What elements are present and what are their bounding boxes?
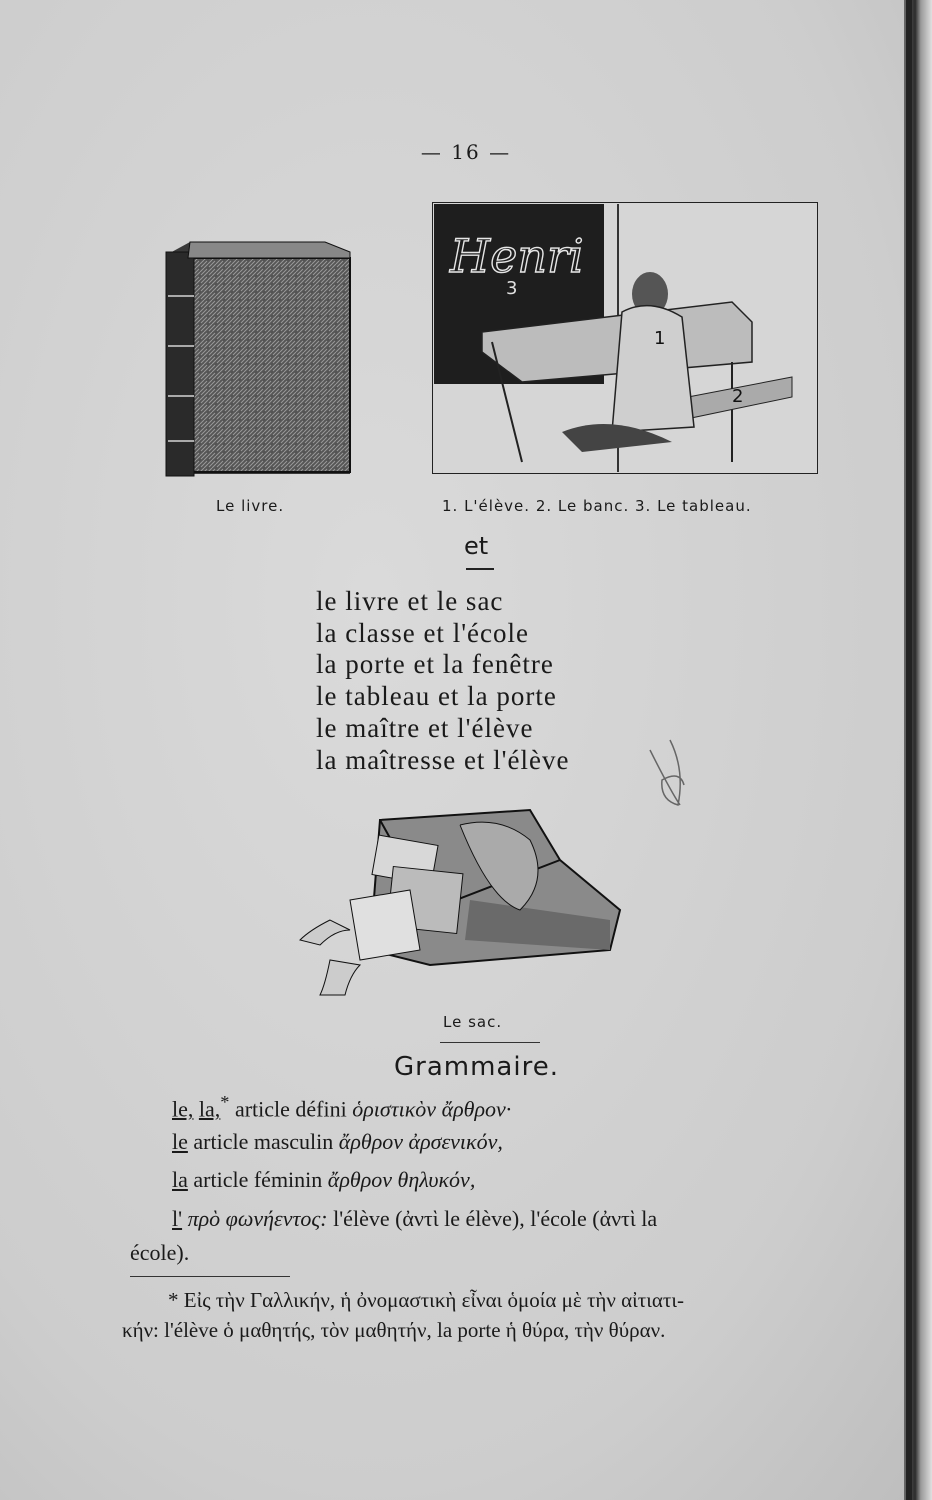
word-le: le: [172, 1129, 188, 1154]
example-eleve: l'élève: [333, 1206, 390, 1231]
reading-line: la classe et l'école: [316, 617, 530, 648]
book-caption: Le livre.: [216, 497, 285, 515]
classroom-illustration: [432, 202, 818, 474]
reading-line: le tableau et la porte: [316, 681, 557, 712]
page-edge: [906, 0, 912, 1500]
reading-lines: [316, 586, 570, 776]
greek-translation: ἄρθρον ἀρσενικόν,: [338, 1129, 503, 1154]
term-feminin: article féminin: [193, 1167, 323, 1192]
grammar-line-5: école).: [130, 1240, 190, 1265]
word-l-apostrophe: l': [172, 1206, 183, 1231]
grammar-line-3: [172, 1167, 475, 1193]
greek-translation: ἄρθρον θηλυκόν,: [327, 1167, 476, 1192]
term-article-defini: article défini: [234, 1096, 347, 1122]
book-illustration: [160, 236, 355, 481]
footnote-line-2: κήν: l'élève ὁ μαθητής, τὸν μαθητήν, la porte ἡ θύρα, τὴν θύραν.: [122, 1318, 666, 1342]
blackboard-text: Henri: [450, 229, 584, 283]
label-2: 2: [732, 386, 744, 407]
word-la: la: [172, 1167, 188, 1192]
word-le: le,: [172, 1096, 194, 1122]
greek-translation: ὁριστικὸν ἄρθρον·: [352, 1096, 512, 1122]
example-eleve-note: (ἀντὶ le élève),: [395, 1206, 525, 1231]
grammar-line-1: [172, 1092, 511, 1122]
lesson-title-rule: [466, 568, 494, 570]
page-number: — 16 —: [420, 140, 512, 164]
example-ecole-note: (ἀντὶ la: [592, 1206, 658, 1231]
reading-line: la porte et la fenêtre: [316, 649, 554, 680]
footnote-line-1: * Εἰς τὴν Γαλλικήν, ἡ ὀνομαστικὴ εἶναι ὁμοία μὲ τὴν αἰτιατι-: [168, 1288, 684, 1312]
reading-line: le livre et le sac: [316, 586, 504, 616]
section-rule: [440, 1042, 540, 1043]
pencil-mark: [640, 730, 700, 810]
reading-line: la maîtresse et l'élève: [316, 744, 570, 775]
footnote-star: *: [220, 1092, 230, 1112]
greek-translation: πρὸ φωνήεντος:: [187, 1206, 328, 1231]
footnote-rule: [130, 1276, 290, 1277]
classroom-caption: 1. L'élève. 2. Le banc. 3. Le tableau.: [442, 497, 752, 515]
grammar-line-4: [172, 1206, 657, 1232]
bag-caption: Le sac.: [443, 1013, 503, 1031]
word-la: la,: [198, 1096, 221, 1122]
grammar-line-2: [172, 1129, 503, 1155]
bag-illustration: [290, 800, 630, 1005]
term-masculin: article masculin: [193, 1129, 334, 1154]
label-1: 1: [654, 328, 666, 349]
example-ecole: l'école: [530, 1206, 587, 1231]
lesson-title: et: [464, 532, 489, 560]
label-3: 3: [506, 278, 518, 299]
grammar-title: Grammaire.: [394, 1052, 559, 1082]
reading-line: le maître et l'élève: [316, 712, 534, 743]
